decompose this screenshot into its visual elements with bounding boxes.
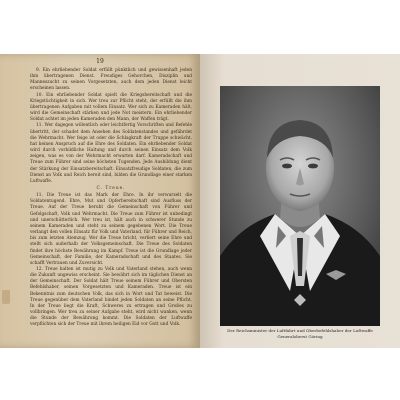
page-number: 19 xyxy=(96,58,104,65)
open-book xyxy=(0,54,400,348)
page-stain xyxy=(2,290,10,304)
paragraph: 9. Ein ehrliebender Soldat erfüllt pünktlich und gewissenhaft jeden ihm übertragenen Dienst. Freudiges Gehorchen, Disziplin und Manneszucht zu seinen Vorgesetzten, auch dem jeden Dienst leicht erscheinen lassen. xyxy=(30,68,192,92)
left-page xyxy=(0,54,200,348)
body-text xyxy=(30,68,192,329)
portrait-photo xyxy=(220,86,380,326)
caption-line: Der Reichsminister der Luftfahrt und Oberbefehlshaber der Luftwaffe xyxy=(227,328,373,333)
paragraph: 11. Wer dagegen willentlich oder leichtfertig Vorschriften und Befehle übertritt, der schadet dem Ansehen des Soldatenstandes und gefährdet die Wehrmacht. Wer feige ist oder die Schlagkraft der Truppe schwächt, hat keinen Anspruch auf die Ehre des Soldaten. Ein ehrliebender Soldat wird durch vorbildliche Haltung und durch seinen Einsatz dem Volk zeigen, was es von der Wehrmacht erwarten darf. Kameradschaft und Treue zum Führer sind seine höchsten Tugenden. Jede Ausbildung dient der Stärkung der Einsatzbereitschaft. Einsatzfreudige Soldaten, die zum Dienst an Volk und Reich bereit sind, bilden die Grundlage einer starken Luftwaffe. xyxy=(30,123,192,184)
paragraph: 12. Treue halten ist mutig zu Volk und Vaterland stehen, auch wenn die Zukunft ungewiss erscheint. Sie bewährt sich im täglichen Dienst an der Gemeinschaft. Der Soldat hält Treue seinem Führer und Obersten Befehlshaber, seinen Vorgesetzten und Kameraden. Treue ist ein Bekenntnis zum deutschen Volk, das sich in Wort und Tat beweist. Die Treue gegenüber dem Vaterland bindet jeden Soldaten an seine Pflicht. In der Treue liegt die Kraft, Schweres zu ertragen und Großes zu vollbringen. Wer treu zu seiner Aufgabe steht, wird nicht wanken, wenn die Stunde der Bewährung kommt. Die Soldaten der Luftwaffe verpflichten sich der Treue mit ihrem heiligen Eid vor Gott und Volk. xyxy=(30,267,192,328)
paragraph: 11. Die Treue ist das Mark der Ehre. In ihr verwurzelt die Soldatentugend. Ehre, Mut und Opferbereitschaft sind Ausfluss der Treue. Auf der Treue beruht die Gemeinschaft von Führer und Gefolgschaft, Volk und Wehrmacht. Die Treue zum Führer ist unbedingt und unerschütterlich. Wer treu ist, hält auch in schwerer Stunde zu seinem Kameraden und steht zu seinem gegebenen Wort. Die Treue verlangt den vollen Einsatz für Volk und Vaterland, für Führer und Reich, bis zum letzten Atemzug. Wer die Treue bricht, verliert seine Ehre und stellt sich außerhalb der Volksgemeinschaft. Die Treue des Soldaten findet ihre höchste Bewährung im Kampf. Treue ist die Grundlage jeder Gemeinschaft, der Familie, der Kameradschaft und des Staates. Sie schafft Vertrauen und Zuversicht. xyxy=(30,193,192,266)
photo-caption xyxy=(206,328,394,339)
right-page xyxy=(200,54,400,348)
portrait-illustration xyxy=(220,86,380,326)
section-heading: C. Treue. xyxy=(96,185,126,191)
caption-line: Generaloberst Göring xyxy=(277,333,323,339)
paragraph: 10. Ein ehrliebender Soldat spielt die Kriegsbereitschaft und die Kriegstüchtigkeit in sich. Wer treu zur Pflicht steht, der erfüllt die ihm übertragenen Aufgaben mit vollem Einsatz. Wer sich zu Kameraden hält, wird die Gemeinschaft stärken und jede Not meistern. Ein ehrliebender Soldat achtet im jeden Kameraden den Mann, der Waffen trägt. xyxy=(30,92,192,123)
